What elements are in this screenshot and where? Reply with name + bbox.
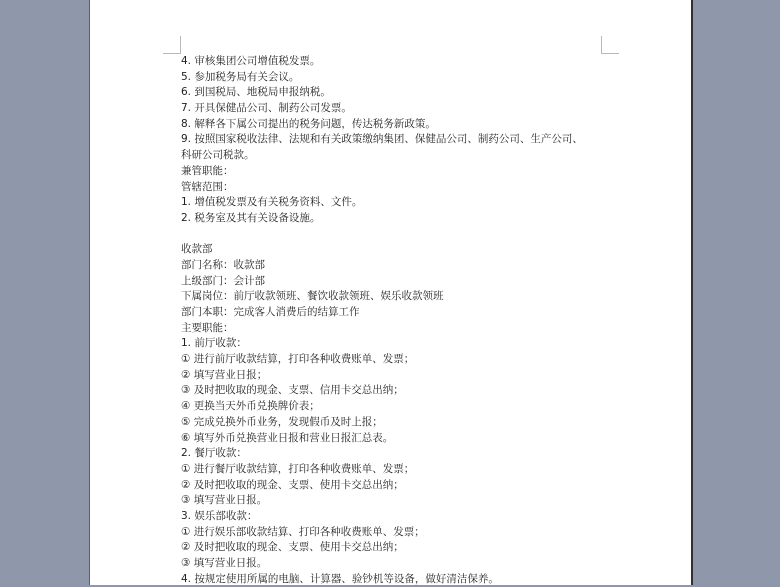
- text-line: 下属岗位：前厅收款领班、餐饮收款领班、娱乐收款领班: [181, 290, 444, 303]
- text-line: ⑤ 完成兑换外币业务，发现假币及时上报；: [181, 415, 383, 428]
- text-line: ① 进行娱乐部收款结算、打印各种收费账单、发票；: [181, 525, 425, 538]
- text-line: 部门名称：收款部: [181, 258, 265, 271]
- text-line: 上级部门：会计部: [181, 274, 265, 287]
- text-line: ③ 填写营业日报。: [181, 557, 268, 569]
- text-line: 兼管职能：: [181, 164, 234, 177]
- text-line: ② 及时把收取的现金、支票、使用卡交总出纳；: [181, 478, 404, 491]
- margin-corner-mark: [163, 36, 181, 54]
- text-line: 部门本职：完成客人消费后的结算工作: [181, 306, 360, 318]
- text-line: 3. 娱乐部收款：: [181, 509, 258, 522]
- text-line: 科研公司税款。: [181, 149, 255, 162]
- text-line: ③ 填写营业日报。: [181, 494, 268, 507]
- document-body[interactable]: [181, 54, 601, 587]
- text-line: ④ 更换当天外币兑换牌价表；: [181, 400, 320, 413]
- text-line: ⑥ 填写外币兑换营业日报和营业日报汇总表。: [181, 431, 394, 444]
- text-line: ② 及时把收取的现金、支票、使用卡交总出纳；: [181, 541, 404, 554]
- text-line: 5. 参加税务局有关会议。: [181, 70, 300, 83]
- text-line: ① 进行前厅收款结算，打印各种收费账单、发票；: [181, 353, 415, 366]
- margin-corner-mark: [601, 36, 619, 54]
- text-line: ③ 及时把收取的现金、支票、信用卡交总出纳；: [181, 384, 404, 397]
- text-line: 2. 餐厅收款：: [181, 447, 247, 460]
- text-line: 7. 开具保健品公司、制药公司发票。: [181, 102, 352, 115]
- text-line: 6. 到国税局、地税局申报纳税。: [181, 86, 331, 99]
- text-line: ② 填写营业日报；: [181, 368, 268, 381]
- text-line: 1. 增值税发票及有关税务资料、文件。: [181, 196, 363, 209]
- text-line: 4. 审核集团公司增值税发票。: [181, 55, 321, 67]
- text-line: 8. 解释各下属公司提出的税务问题，传达税务新政策。: [181, 117, 436, 130]
- text-line: ① 进行餐厅收款结算，打印各种收费账单、发票；: [181, 462, 415, 475]
- text-line: 2. 税务室及其有关设备设施。: [181, 211, 321, 224]
- text-line: 管辖范围：: [181, 180, 234, 193]
- text-line: 4. 按规定使用所属的电脑、计算器、验钞机等设备，做好清洁保养。: [181, 572, 499, 585]
- text-line: 主要职能：: [181, 321, 234, 334]
- document-page: [89, 0, 693, 585]
- text-line: 1. 前厅收款：: [181, 337, 247, 350]
- text-line: [181, 227, 601, 243]
- text-line: 9. 按照国家税收法律、法规和有关政策缴纳集团、保健品公司、制药公司、生产公司、: [181, 133, 583, 146]
- text-line: 收款部: [181, 243, 213, 256]
